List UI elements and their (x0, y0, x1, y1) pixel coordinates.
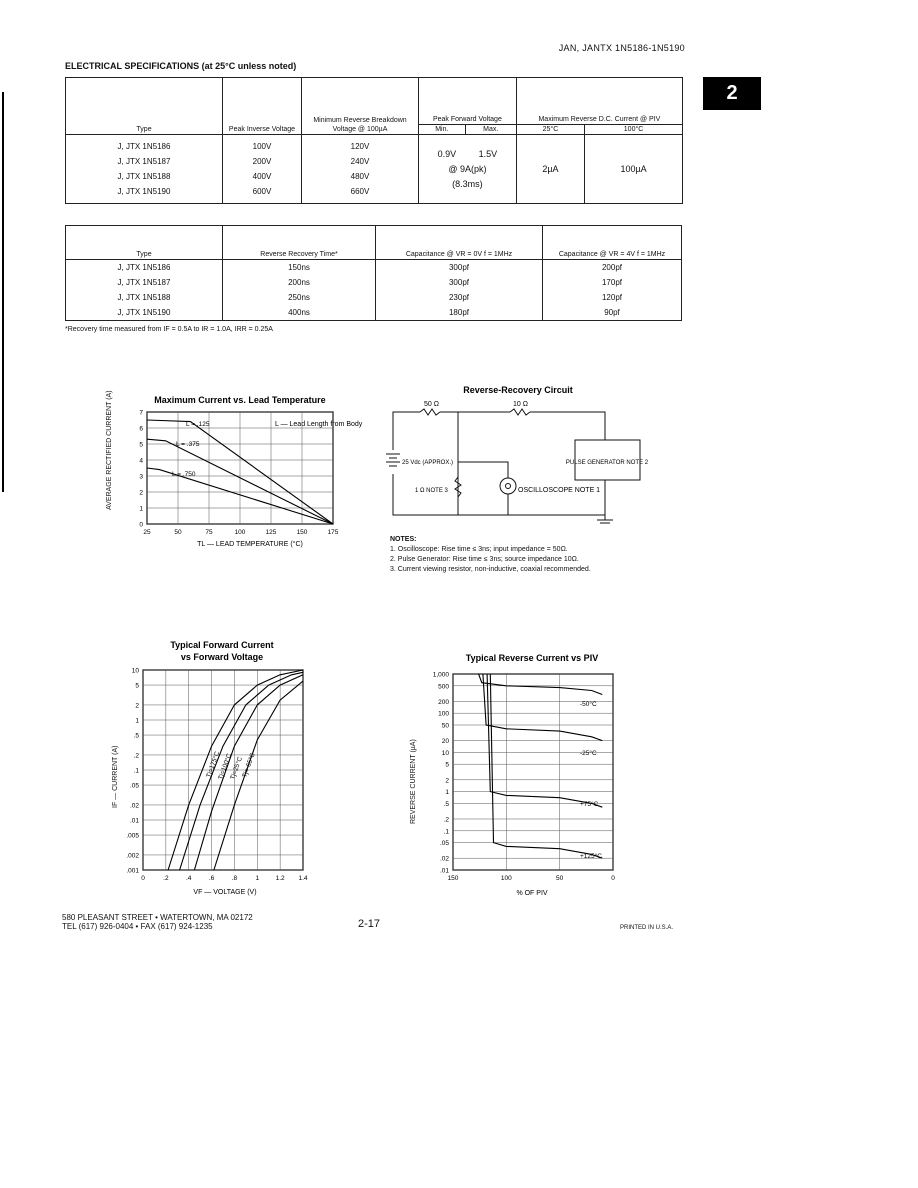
type-cell: J, JTX 1N5187 (117, 278, 171, 287)
type-cell: J, JTX 1N5188 (117, 172, 171, 181)
y-tick-label: 7 (139, 409, 143, 417)
spec-table-2 (65, 225, 682, 321)
col-type: Type (66, 78, 223, 135)
type-cell: J, JTX 1N5188 (117, 293, 171, 302)
scope-label: OSCILLOSCOPE NOTE 1 (518, 487, 601, 494)
notes-title: NOTES: (390, 536, 417, 543)
cap4-cell: 90pf (604, 308, 620, 317)
x-tick-label: .8 (231, 875, 238, 882)
series-label: Tj=25°C (229, 755, 244, 781)
spec-title: ELECTRICAL SPECIFICATIONS (at 25°C unless noted) (65, 61, 297, 71)
y-tick-label: 50 (441, 722, 449, 730)
series-label: L = .125 (186, 421, 210, 428)
col-ir-100: 100°C (585, 125, 683, 135)
x-tick-label: 175 (327, 529, 339, 536)
y-tick-label: .005 (126, 832, 139, 840)
piv-cell: 200V (252, 157, 272, 166)
chart1-xlabel: TL — LEAD TEMPERATURE (°C) (197, 541, 303, 548)
series-line (479, 674, 603, 695)
series-label: L = .375 (176, 441, 200, 448)
y-tick-label: 20 (441, 738, 449, 746)
y-tick-label: 10 (441, 749, 449, 757)
type-cell: J, JTX 1N5186 (117, 142, 171, 151)
chart3-xlabel: % OF PIV (516, 890, 548, 897)
vf-condition: @ 9A(pk) (448, 163, 487, 174)
ir-25-value: 2µA (516, 135, 584, 204)
x-tick-label: 1.2 (275, 875, 285, 882)
spec-table-1 (65, 77, 683, 204)
y-tick-label: .2 (443, 816, 449, 824)
chart3-title: Typical Reverse Current vs PIV (465, 653, 599, 663)
x-tick-label: 1 (255, 875, 260, 882)
chart1-legend: L — Lead Length from Body (275, 421, 363, 428)
y-tick-label: .001 (126, 867, 139, 875)
r2-label: 10 Ω (513, 401, 528, 408)
x-tick-label: .4 (186, 875, 192, 882)
x-tick-label: 125 (265, 529, 277, 536)
y-tick-label: 2 (445, 777, 449, 785)
type-cell: J, JTX 1N5190 (117, 308, 171, 317)
vf-max-value: 1.5V (478, 148, 498, 159)
y-tick-label: 1,000 (432, 671, 449, 679)
y-tick-label: 2 (139, 489, 143, 497)
x-tick-label: 150 (447, 875, 459, 882)
series-label: +75°C (580, 801, 599, 808)
y-tick-label: 1 (139, 505, 143, 513)
circuit-title: Reverse-Recovery Circuit (463, 385, 573, 395)
cap0-cell: 230pf (448, 293, 470, 302)
type-cell: J, JTX 1N5190 (117, 187, 171, 196)
footer-address-2: TEL (617) 926-0404 • FAX (617) 924-1235 (62, 922, 213, 931)
y-tick-label: .2 (133, 752, 139, 760)
x-tick-label: 25 (143, 529, 151, 536)
chart-forward-current (110, 638, 320, 898)
note-3: 3. Current viewing resistor, non-inductive, coaxial recommended. (390, 566, 591, 573)
cap0-cell: 300pf (448, 263, 470, 272)
y-tick-label: 100 (438, 710, 449, 718)
col-piv: Peak Inverse Voltage (223, 78, 302, 135)
breakdown-cell: 120V (350, 142, 370, 151)
x-tick-label: 0 (611, 875, 615, 882)
cap0-cell: 300pf (448, 278, 470, 287)
printed-label: PRINTED IN U.S.A. (620, 925, 674, 931)
piv-cell: 400V (252, 172, 272, 181)
footer-address-1: 580 PLEASANT STREET • WATERTOWN, MA 02172 (62, 913, 253, 922)
col-ir-25: 25°C (516, 125, 584, 135)
trr-cell: 400ns (288, 308, 310, 317)
series-label: -50°C (580, 701, 597, 708)
col-vf-max: Max. (465, 125, 516, 135)
breakdown-cell: 480V (350, 172, 370, 181)
ir-100-value: 100µA (585, 135, 683, 204)
cap4-cell: 120pf (601, 293, 623, 302)
series-label: Tj=175°C (205, 750, 222, 779)
piv-cell: 100V (252, 142, 272, 151)
r1-label: 50 Ω (424, 401, 439, 408)
trr-cell: 250ns (288, 293, 310, 302)
series-label: +125°C (580, 853, 602, 860)
x-tick-label: 75 (205, 529, 213, 536)
note-2: 2. Pulse Generator: Rise time ≤ 3ns; source impedance 10Ω. (390, 556, 579, 563)
type-cell: J, JTX 1N5187 (117, 157, 171, 166)
y-tick-label: 5 (139, 441, 143, 449)
x-tick-label: 150 (296, 529, 308, 536)
series-label: Tj=100°C (217, 752, 234, 781)
series-label: Tj=-65°C (241, 751, 257, 779)
y-tick-label: 1 (135, 717, 139, 725)
y-tick-label: 3 (139, 473, 143, 481)
left-margin-bar (2, 92, 4, 492)
y-tick-label: 6 (139, 425, 143, 433)
y-tick-label: .5 (133, 732, 139, 740)
cap4-cell: 200pf (601, 263, 623, 272)
y-tick-label: 5 (135, 682, 139, 690)
col-cap4: Capacitance @ VR = 4V f = 1MHz (543, 226, 682, 260)
chart1-title: Maximum Current vs. Lead Temperature (154, 395, 326, 405)
series-line (214, 681, 303, 870)
series-line (180, 672, 303, 870)
col-type-2: Type (66, 226, 223, 260)
cap0-cell: 180pf (448, 308, 470, 317)
x-tick-label: .6 (208, 875, 215, 882)
breakdown-cell: 660V (350, 187, 370, 196)
y-tick-label: 200 (438, 698, 449, 706)
col-breakdown: Minimum Reverse Breakdown Voltage @ 100µA (302, 78, 419, 135)
chart2-xlabel: VF — VOLTAGE (V) (193, 889, 257, 896)
y-tick-label: .1 (443, 828, 449, 836)
col-ir: Maximum Reverse D.C. Current @ PIV (516, 78, 682, 125)
trr-cell: 200ns (288, 278, 310, 287)
y-tick-label: .05 (439, 840, 449, 848)
y-tick-label: 2 (135, 702, 139, 710)
x-tick-label: 50 (556, 875, 564, 882)
series-label: -25°C (580, 750, 597, 757)
page-number: 2-17 (358, 918, 381, 930)
recovery-footnote: *Recovery time measured from IF = 0.5A to IR = 1.0A, IRR = 0.25A (65, 326, 273, 333)
x-tick-label: 100 (500, 875, 512, 882)
y-tick-label: 4 (139, 457, 143, 465)
chart-reverse-current (405, 650, 635, 900)
y-tick-label: 0 (139, 521, 143, 529)
y-tick-label: 500 (438, 683, 449, 691)
vf-min-value: 0.9V (437, 148, 457, 159)
y-tick-label: .5 (443, 800, 449, 808)
series-label: L = .750 (172, 471, 196, 478)
y-tick-label: .05 (129, 782, 139, 790)
chart1-ylabel-text: AVERAGE RECTIFIED CURRENT (A) (106, 390, 113, 510)
y-tick-label: .01 (439, 867, 449, 875)
x-tick-label: 50 (174, 529, 182, 536)
type-cell: J, JTX 1N5186 (117, 263, 171, 272)
chart3-ylabel-text: REVERSE CURRENT (µA) (410, 739, 417, 824)
r3-label: 1 Ω NOTE 3 (415, 488, 448, 494)
col-cap0: Capacitance @ VR = 0V f = 1MHz (376, 226, 543, 260)
chart2-ylabel-text: IF — CURRENT (A) (112, 745, 119, 808)
note-1: 1. Oscilloscope: Rise time ≤ 3ns; input impedance = 50Ω. (390, 546, 568, 553)
y-tick-label: .01 (129, 817, 139, 825)
x-tick-label: 1.4 (298, 875, 308, 882)
trr-cell: 150ns (288, 263, 310, 272)
x-tick-label: .2 (163, 875, 169, 882)
pulse-label: PULSE GENERATOR NOTE 2 (565, 460, 649, 466)
y-tick-label: .1 (133, 767, 139, 775)
col-vf-min: Min. (419, 125, 466, 135)
x-tick-label: 0 (141, 875, 145, 882)
y-tick-label: 5 (445, 761, 449, 769)
section-tab: 2 (703, 77, 761, 110)
piv-cell: 600V (252, 187, 272, 196)
chart-max-current (100, 390, 363, 550)
source-label: 25 Vdc (APPROX.) (402, 460, 454, 466)
header-part-range: JAN, JANTX 1N5186-1N5190 (558, 43, 685, 53)
chart2-title: Typical Forward Current (170, 640, 274, 650)
chart2-title-2: vs Forward Voltage (180, 652, 264, 662)
vf-condition-2: (8.3ms) (452, 178, 483, 189)
cap4-cell: 170pf (601, 278, 623, 287)
col-trr: Reverse Recovery Time* (223, 226, 376, 260)
y-tick-label: 10 (131, 667, 139, 675)
y-tick-label: 1 (445, 789, 449, 797)
x-tick-label: 100 (234, 529, 246, 536)
breakdown-cell: 240V (350, 157, 370, 166)
col-vf: Peak Forward Voltage (419, 78, 517, 125)
y-tick-label: .002 (126, 852, 139, 860)
y-tick-label: .02 (129, 802, 139, 810)
y-tick-label: .02 (439, 855, 449, 863)
